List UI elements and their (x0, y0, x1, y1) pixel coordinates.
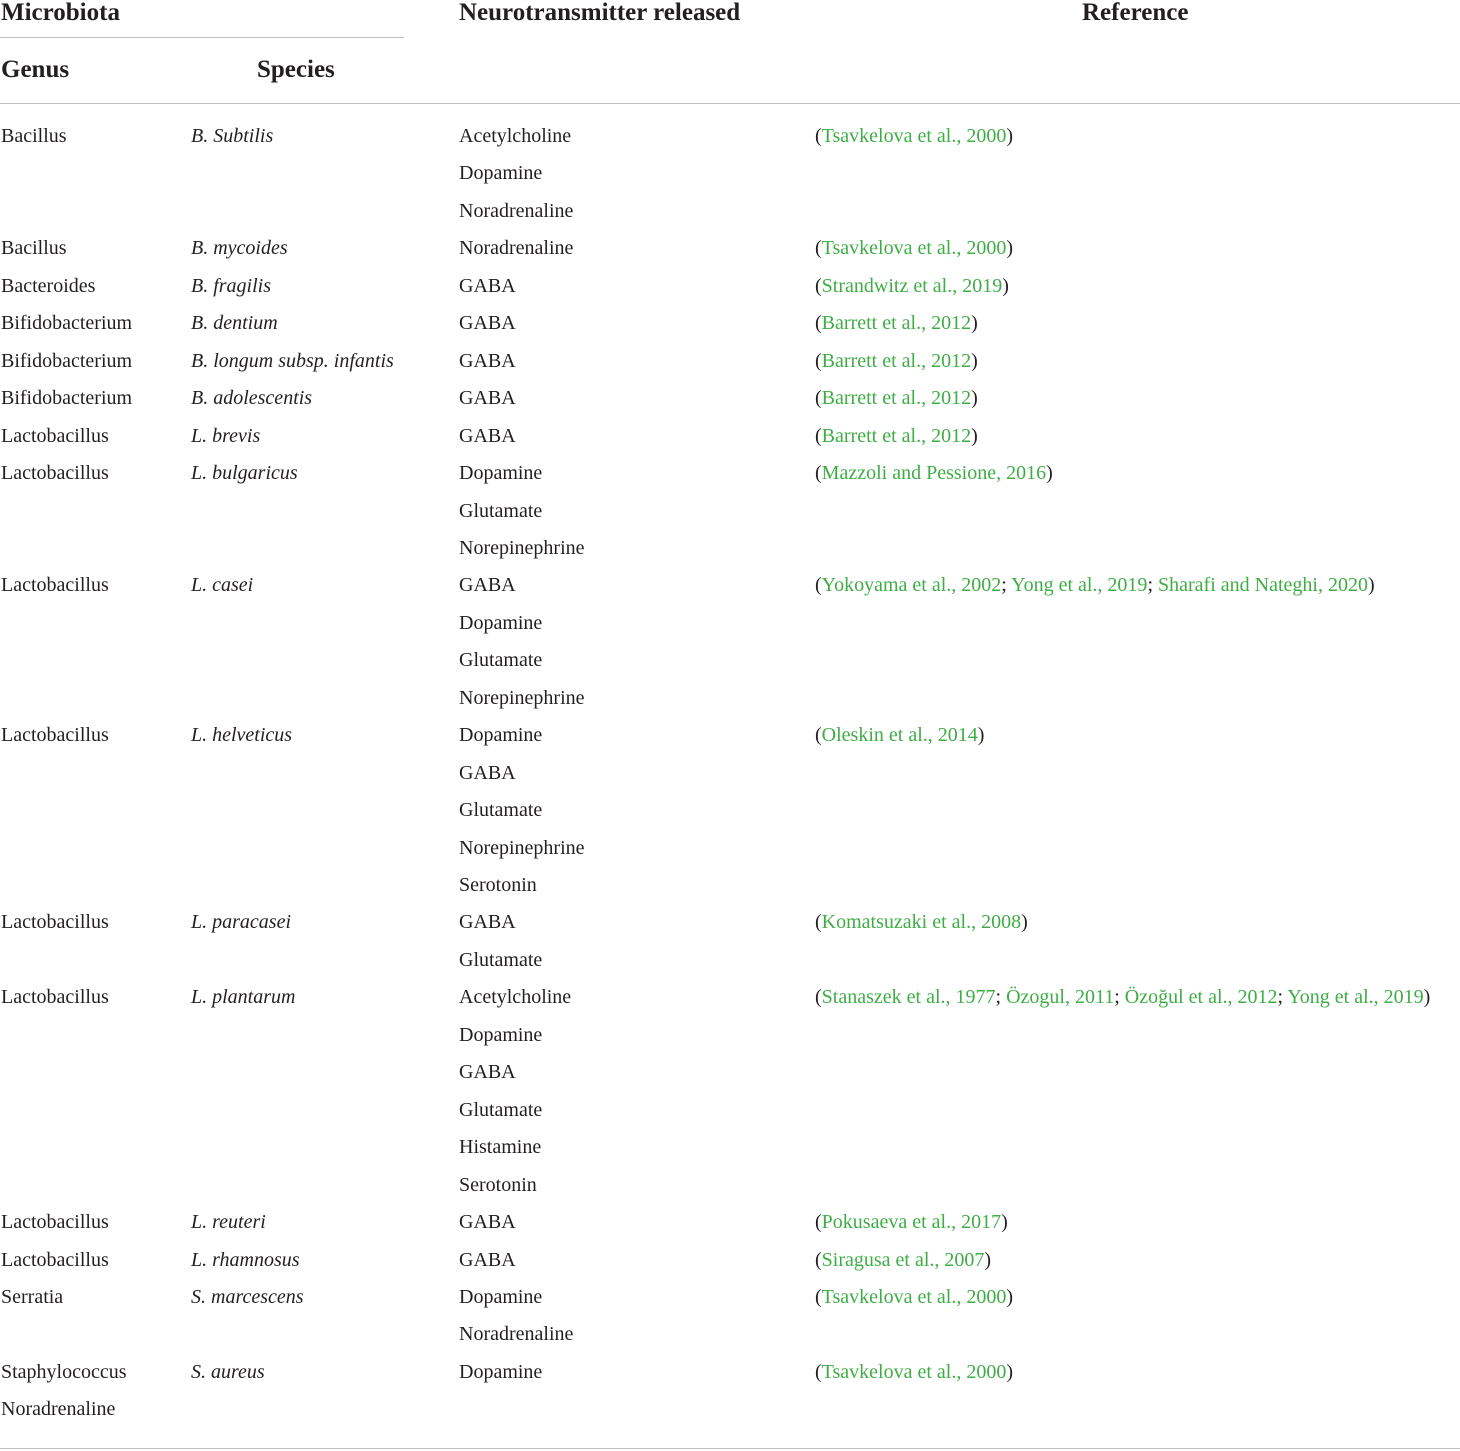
reference-cell (815, 312, 978, 334)
header-neurotransmitter: Neurotransmitter released (459, 0, 741, 26)
neurotransmitter-cell: Glutamate (459, 799, 543, 822)
reference-link[interactable]: Barrett et al., 2012 (821, 312, 972, 335)
header-species: Species (257, 56, 335, 83)
reference-link[interactable]: Tsavkelova et al., 2000 (821, 125, 1007, 147)
neurotransmitter-cell: GABA (459, 761, 516, 784)
neurotransmitter-cell: Glutamate (459, 649, 543, 672)
species-cell: L. helveticus (191, 724, 293, 747)
neurotransmitter-cell: Noradrenaline (459, 1323, 574, 1346)
reference-link[interactable]: Strandwitz et al., 2019 (821, 274, 1003, 297)
neurotransmitter-cell: Dopamine (459, 162, 543, 185)
reference-link[interactable]: Yong et al., 2019 (1011, 574, 1148, 597)
reference-punctuation: ) (971, 387, 978, 410)
species-cell: L. reuteri (191, 1211, 266, 1234)
reference-punctuation: ( (815, 574, 822, 597)
neurotransmitter-cell: GABA (459, 424, 516, 447)
reference-punctuation: ) (971, 424, 978, 447)
reference-cell (815, 911, 1028, 933)
table-bottom-rule (0, 1448, 1460, 1449)
genus-cell: Lactobacillus (1, 574, 109, 597)
species-cell: L. casei (191, 574, 254, 597)
reference-cell (815, 724, 984, 746)
reference-punctuation: ) (1367, 574, 1375, 597)
reference-punctuation: ( (815, 387, 822, 410)
neurotransmitter-cell: GABA (459, 1248, 516, 1271)
species-cell: S. aureus (191, 1360, 265, 1383)
reference-cell (815, 1361, 1013, 1383)
reference-cell (815, 125, 1013, 147)
reference-link[interactable]: Tsavkelova et al., 2000 (821, 1360, 1007, 1383)
neurotransmitter-cell: Norepinephrine (459, 836, 585, 859)
species-cell: S. marcescens (191, 1285, 304, 1308)
genus-cell: Bifidobacterium (1, 387, 133, 410)
neurotransmitter-cell: GABA (459, 1211, 516, 1234)
neurotransmitter-cell: GABA (459, 911, 516, 934)
species-cell: L. paracasei (191, 911, 291, 934)
neurotransmitter-cell: Dopamine (459, 724, 543, 747)
neurotransmitter-cell: Glutamate (459, 1098, 543, 1121)
reference-punctuation: ( (815, 1211, 822, 1234)
neurotransmitter-cell: Acetylcholine (459, 125, 572, 147)
neurotransmitter-cell: Dopamine (459, 1023, 543, 1046)
reference-punctuation: ( (815, 349, 822, 372)
genus-cell: Lactobacillus (1, 424, 109, 447)
genus-cell: Lactobacillus (1, 724, 109, 747)
reference-punctuation: ) (1423, 986, 1431, 1009)
reference-punctuation: ) (1021, 911, 1028, 934)
reference-punctuation: ) (971, 312, 978, 335)
reference-punctuation: ( (815, 911, 822, 934)
genus-cell: Serratia (1, 1285, 64, 1308)
neurotransmitter-cell: Serotonin (459, 874, 537, 896)
genus-cell: Bacillus (1, 125, 67, 147)
reference-punctuation: ( (815, 312, 822, 335)
neurotransmitter-cell: Dopamine (459, 1285, 543, 1308)
reference-cell (815, 237, 1013, 259)
reference-punctuation: ( (815, 274, 822, 297)
reference-link[interactable]: Siragusa et al., 2007 (821, 1248, 985, 1271)
genus-cell: Lactobacillus (1, 462, 109, 485)
species-cell: B. Subtilis (191, 125, 274, 147)
reference-link[interactable]: Yong et al., 2019 (1287, 986, 1424, 1009)
reference-link[interactable]: Tsavkelova et al., 2000 (821, 1285, 1007, 1308)
neurotransmitter-cell: GABA (459, 274, 516, 297)
genus-cell: Lactobacillus (1, 1211, 109, 1234)
genus-cell: Lactobacillus (1, 986, 109, 1009)
neurotransmitter-cell: Norepinephrine (459, 686, 585, 709)
reference-punctuation: ) (1002, 274, 1009, 297)
reference-cell (815, 275, 1009, 297)
reference-punctuation: ) (971, 349, 978, 372)
reference-punctuation: ( (815, 1285, 822, 1308)
neurotransmitter-cell: GABA (459, 1061, 516, 1084)
reference-punctuation: ; (1277, 986, 1288, 1009)
reference-cell (815, 1286, 1013, 1308)
reference-punctuation: ( (815, 724, 822, 747)
reference-link[interactable]: Pokusaeva et al., 2017 (821, 1211, 1002, 1234)
genus-cell: Bifidobacterium (1, 349, 133, 372)
genus-cell: Lactobacillus (1, 1248, 109, 1271)
reference-cell (815, 986, 1430, 1008)
reference-link[interactable]: Sharafi and Nateghi, 2020 (1158, 574, 1368, 597)
reference-punctuation: ) (1006, 125, 1014, 147)
reference-punctuation: ( (815, 125, 822, 147)
reference-punctuation: ) (984, 1248, 992, 1271)
reference-punctuation: ( (815, 986, 822, 1009)
genus-cell: Lactobacillus (1, 911, 109, 934)
reference-punctuation: ) (1006, 1285, 1014, 1308)
reference-punctuation: ; (1147, 574, 1158, 597)
neurotransmitter-cell: Noradrenaline (459, 199, 574, 222)
reference-link[interactable]: Barrett et al., 2012 (821, 387, 972, 410)
reference-link[interactable]: Yokoyama et al., 2002 (821, 574, 1002, 597)
reference-punctuation: ( (815, 424, 822, 447)
reference-link[interactable]: Özogul, 2011 (1006, 986, 1115, 1009)
genus-cell: Staphylococcus (1, 1360, 127, 1383)
reference-cell (815, 387, 978, 409)
genus-cell: Noradrenaline (1, 1398, 116, 1421)
genus-cell: Bacillus (1, 237, 67, 260)
neurotransmitter-cell: Dopamine (459, 611, 543, 634)
reference-punctuation: ) (1006, 1360, 1014, 1383)
species-cell: B. dentium (191, 312, 278, 335)
reference-link[interactable]: Oleskin et al., 2014 (821, 724, 978, 747)
species-cell: L. plantarum (191, 986, 296, 1009)
neurotransmitter-cell: Norepinephrine (459, 536, 585, 559)
reference-punctuation: ( (815, 1360, 822, 1383)
reference-punctuation: ; (1114, 986, 1125, 1009)
reference-cell (815, 350, 978, 372)
genus-cell: Bacteroides (1, 274, 96, 297)
neurotransmitter-cell: GABA (459, 312, 516, 335)
reference-cell (815, 574, 1375, 596)
species-cell: L. brevis (191, 424, 261, 447)
reference-cell (815, 1249, 991, 1271)
species-cell: B. adolescentis (191, 387, 313, 410)
neurotransmitter-cell: Acetylcholine (459, 986, 572, 1009)
neurotransmitter-cell: Histamine (459, 1136, 542, 1159)
reference-cell (815, 425, 978, 447)
header-genus: Genus (1, 56, 70, 83)
species-cell: B. longum subsp. infantis (191, 349, 394, 372)
reference-punctuation: ( (815, 237, 822, 260)
header-rule (0, 103, 1460, 104)
genus-cell: Bifidobacterium (1, 312, 133, 335)
neurotransmitter-cell: Glutamate (459, 499, 543, 522)
reference-link[interactable]: Tsavkelova et al., 2000 (821, 237, 1007, 260)
neurotransmitter-cell: Serotonin (459, 1173, 537, 1196)
reference-link[interactable]: Özoğul et al., 2012 (1124, 986, 1278, 1009)
header-microbiota: Microbiota (1, 0, 120, 26)
neurotransmitter-cell: GABA (459, 349, 516, 372)
neurotransmitter-cell: Dopamine (459, 1360, 543, 1383)
species-cell: B. fragilis (191, 274, 272, 297)
reference-punctuation: ( (815, 462, 822, 485)
reference-punctuation: ) (1001, 1211, 1008, 1234)
neurotransmitter-cell: Dopamine (459, 462, 543, 485)
species-cell: B. mycoides (191, 237, 288, 260)
header-subrule (0, 37, 404, 38)
reference-punctuation: ; (995, 986, 1007, 1009)
reference-link[interactable]: Barrett et al., 2012 (821, 349, 972, 372)
neurotransmitter-cell: Noradrenaline (459, 237, 574, 260)
reference-cell (815, 462, 1053, 484)
reference-cell (815, 1211, 1008, 1233)
header-reference: Reference (1082, 0, 1189, 26)
neurotransmitter-cell: GABA (459, 387, 516, 410)
reference-punctuation: ) (1006, 237, 1014, 260)
neurotransmitter-cell: Glutamate (459, 948, 543, 971)
reference-link[interactable]: Mazzoli and Pessione, 2016 (821, 462, 1047, 485)
reference-punctuation: ( (815, 1248, 822, 1271)
reference-link[interactable]: Komatsuzaki et al., 2008 (821, 911, 1022, 934)
reference-link[interactable]: Barrett et al., 2012 (821, 424, 972, 447)
species-cell: L. bulgaricus (191, 462, 298, 485)
reference-punctuation: ; (1001, 574, 1012, 597)
reference-link[interactable]: Stanaszek et al., 1977 (821, 986, 996, 1009)
reference-punctuation: ) (977, 724, 985, 747)
neurotransmitter-cell: GABA (459, 574, 516, 597)
species-cell: L. rhamnosus (191, 1248, 300, 1271)
reference-punctuation: ) (1046, 462, 1053, 485)
